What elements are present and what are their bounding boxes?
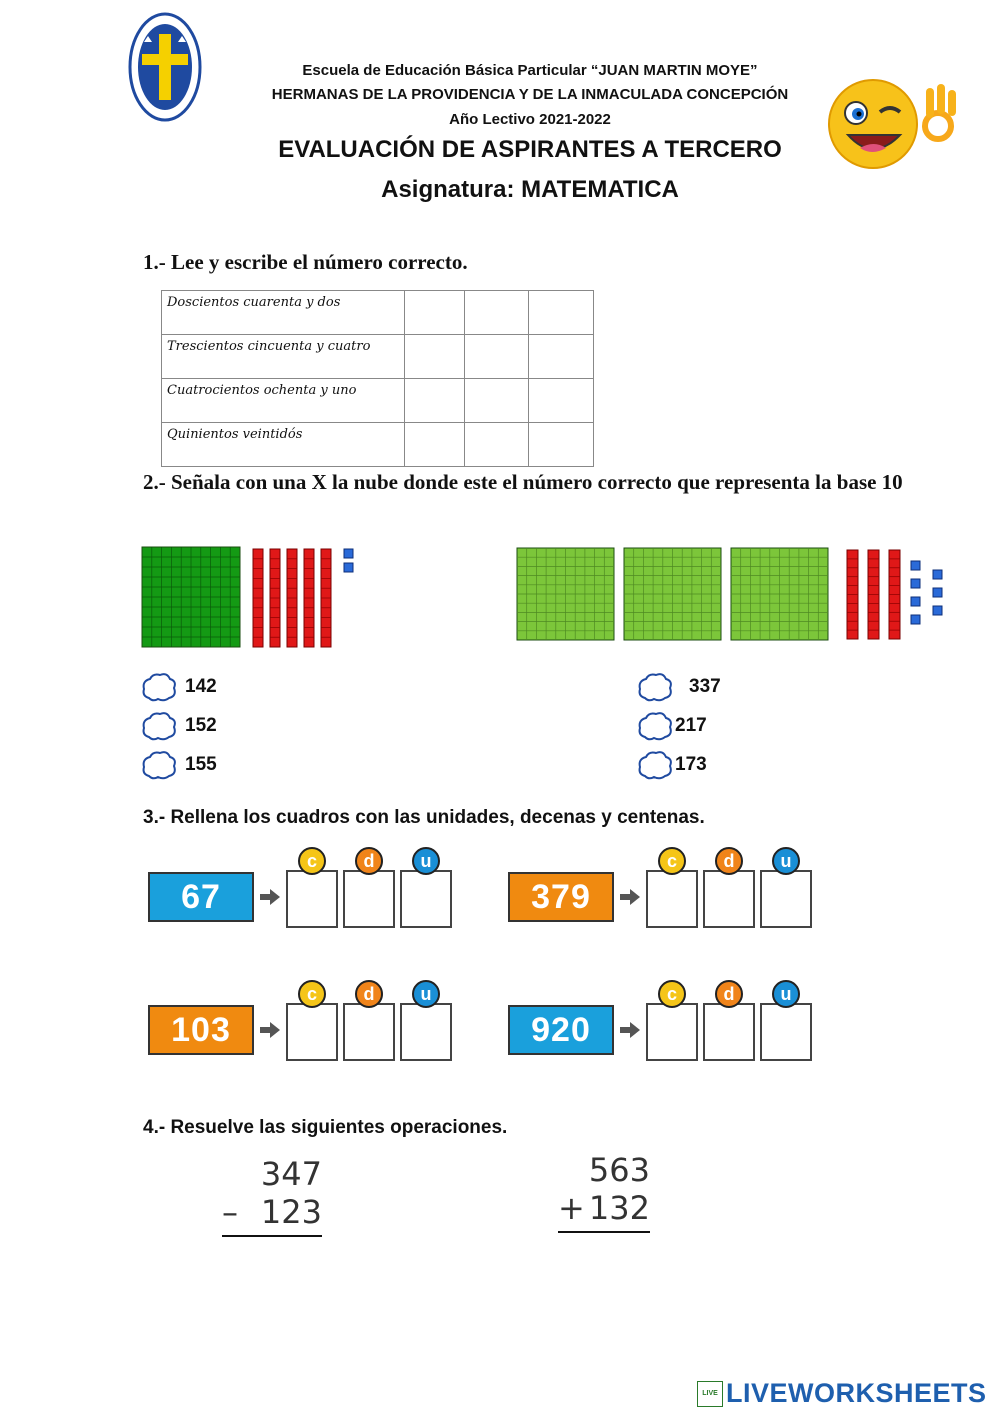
cloud-option[interactable] [637,672,721,702]
place-badge-c: c [658,980,686,1008]
ten-rod [270,549,280,647]
answer-cell[interactable] [529,291,594,335]
option-value: 173 [675,754,707,775]
table-row [162,291,594,335]
place-value-exercise [148,847,458,937]
number-words-table [161,290,594,467]
answer-cell[interactable] [405,335,465,379]
table-row [162,335,594,379]
option-value: 217 [675,715,707,736]
cloud-icon [141,711,177,741]
cloud-icon [637,750,673,780]
digit-input-box[interactable] [703,1003,755,1061]
operand-bottom-row [222,1193,322,1231]
operand-top: 347 [260,1155,322,1193]
school-name: Escuela de Educación Básica Particular “JUAN MARTIN MOYE” [302,62,758,79]
cloud-icon [141,750,177,780]
unit-cube [911,561,920,570]
ten-rod [321,549,331,647]
place-badge-u: u [772,980,800,1008]
unit-cube [911,615,920,624]
digit-input-box[interactable] [286,1003,338,1061]
answer-cell[interactable] [465,291,529,335]
congregation-name: HERMANAS DE LA PROVIDENCIA Y DE LA INMACULADA CONCEPCIÓN [271,86,789,103]
number-box: 379 [508,872,614,922]
place-value-exercise [508,847,818,937]
answer-cell[interactable] [465,335,529,379]
answer-cell[interactable] [465,379,529,423]
number-word: Quinientos veintidós [162,423,405,467]
place-badge-d: d [355,847,383,875]
arrow-right-icon [620,889,640,910]
option-value: 155 [185,754,217,775]
table-row [162,379,594,423]
place-badge-d: d [715,847,743,875]
cloud-option[interactable] [141,711,217,741]
unit-cube [933,588,942,597]
digit-input-box[interactable] [343,870,395,928]
question-4-title: 4.- Resuelve las siguientes operaciones. [143,1117,508,1138]
cloud-option[interactable] [637,750,721,780]
ten-rod [847,550,858,639]
hundred-block [517,548,614,640]
digit-input-box[interactable] [343,1003,395,1061]
cloud-option[interactable] [141,750,217,780]
place-value-exercise [508,980,818,1070]
place-badge-d: d [715,980,743,1008]
subtraction-operation [222,1155,322,1237]
place-badge-c: c [658,847,686,875]
school-year: Año Lectivo 2021-2022 [449,111,611,128]
answer-cell[interactable] [529,379,594,423]
arrow-right-icon [620,1022,640,1043]
cloud-option[interactable] [141,672,217,702]
table-row [162,423,594,467]
digit-input-box[interactable] [760,1003,812,1061]
digit-input-box[interactable] [286,870,338,928]
answer-cell[interactable] [465,423,529,467]
option-value: 142 [185,676,217,697]
answer-cell[interactable] [529,335,594,379]
hundred-block [731,548,828,640]
arrow-right-icon [260,1022,280,1043]
place-value-exercise [148,980,458,1070]
ten-rod [253,549,263,647]
option-value: 337 [689,676,721,697]
operand-bottom: 132 [588,1189,650,1227]
subject-title: Asignatura: MATEMATICA [381,176,679,203]
result-line[interactable] [558,1231,650,1233]
option-value: 152 [185,715,217,736]
number-word: Trescientos cincuenta y cuatro [162,335,405,379]
digit-input-box[interactable] [646,1003,698,1061]
unit-cube [344,563,353,572]
cloud-option[interactable] [637,711,721,741]
winking-emoji-icon [826,78,961,170]
addition-operation [558,1151,650,1233]
answer-cell[interactable] [529,423,594,467]
digit-input-box[interactable] [703,870,755,928]
unit-cube [911,579,920,588]
digit-input-box[interactable] [400,870,452,928]
number-word: Doscientos cuarenta y dos [162,291,405,335]
operand-bottom-row [558,1189,650,1227]
base-ten-blocks-left [140,545,370,656]
base-ten-blocks-right [515,545,955,650]
answer-cell[interactable] [405,291,465,335]
options-right [637,672,721,780]
question-1-title: 1.- Lee y escribe el número correcto. [143,250,468,274]
result-line[interactable] [222,1235,322,1237]
brand-name: LIVEWORKSHEETS [726,1378,987,1408]
cloud-icon [637,711,673,741]
operand-bottom: 123 [260,1193,322,1231]
number-box: 920 [508,1005,614,1055]
ten-rod [304,549,314,647]
cloud-icon [637,672,673,702]
ten-rod [287,549,297,647]
unit-cube [933,570,942,579]
number-box: 67 [148,872,254,922]
unit-cube [933,606,942,615]
answer-cell[interactable] [405,379,465,423]
digit-input-box[interactable] [760,870,812,928]
operand-top: 563 [588,1151,650,1189]
unit-cube [911,597,920,606]
hundred-block [624,548,721,640]
unit-cube [344,549,353,558]
brand-badge: LIVE [697,1381,723,1407]
place-badge-d: d [355,980,383,1008]
question-2-title: 2.- Señala con una X la nube donde este el número correcto que representa la base 10 [143,470,903,494]
answer-cell[interactable] [405,423,465,467]
place-badge-c: c [298,847,326,875]
place-badge-u: u [412,980,440,1008]
number-box: 103 [148,1005,254,1055]
digit-input-box[interactable] [400,1003,452,1061]
options-left [141,672,217,780]
digit-input-box[interactable] [646,870,698,928]
minus-sign: – [222,1193,238,1231]
plus-sign: + [558,1189,585,1227]
place-badge-u: u [412,847,440,875]
place-badge-u: u [772,847,800,875]
place-badge-c: c [298,980,326,1008]
cloud-icon [141,672,177,702]
arrow-right-icon [260,889,280,910]
number-word: Cuatrocientos ochenta y uno [162,379,405,423]
question-3-title: 3.- Rellena los cuadros con las unidades, decenas y centenas. [143,807,705,828]
hundred-block [142,547,240,647]
school-seal [128,12,202,122]
ten-rod [889,550,900,639]
page-title: EVALUACIÓN DE ASPIRANTES A TERCERO [278,136,782,163]
liveworksheets-logo [697,1378,987,1409]
ten-rod [868,550,879,639]
